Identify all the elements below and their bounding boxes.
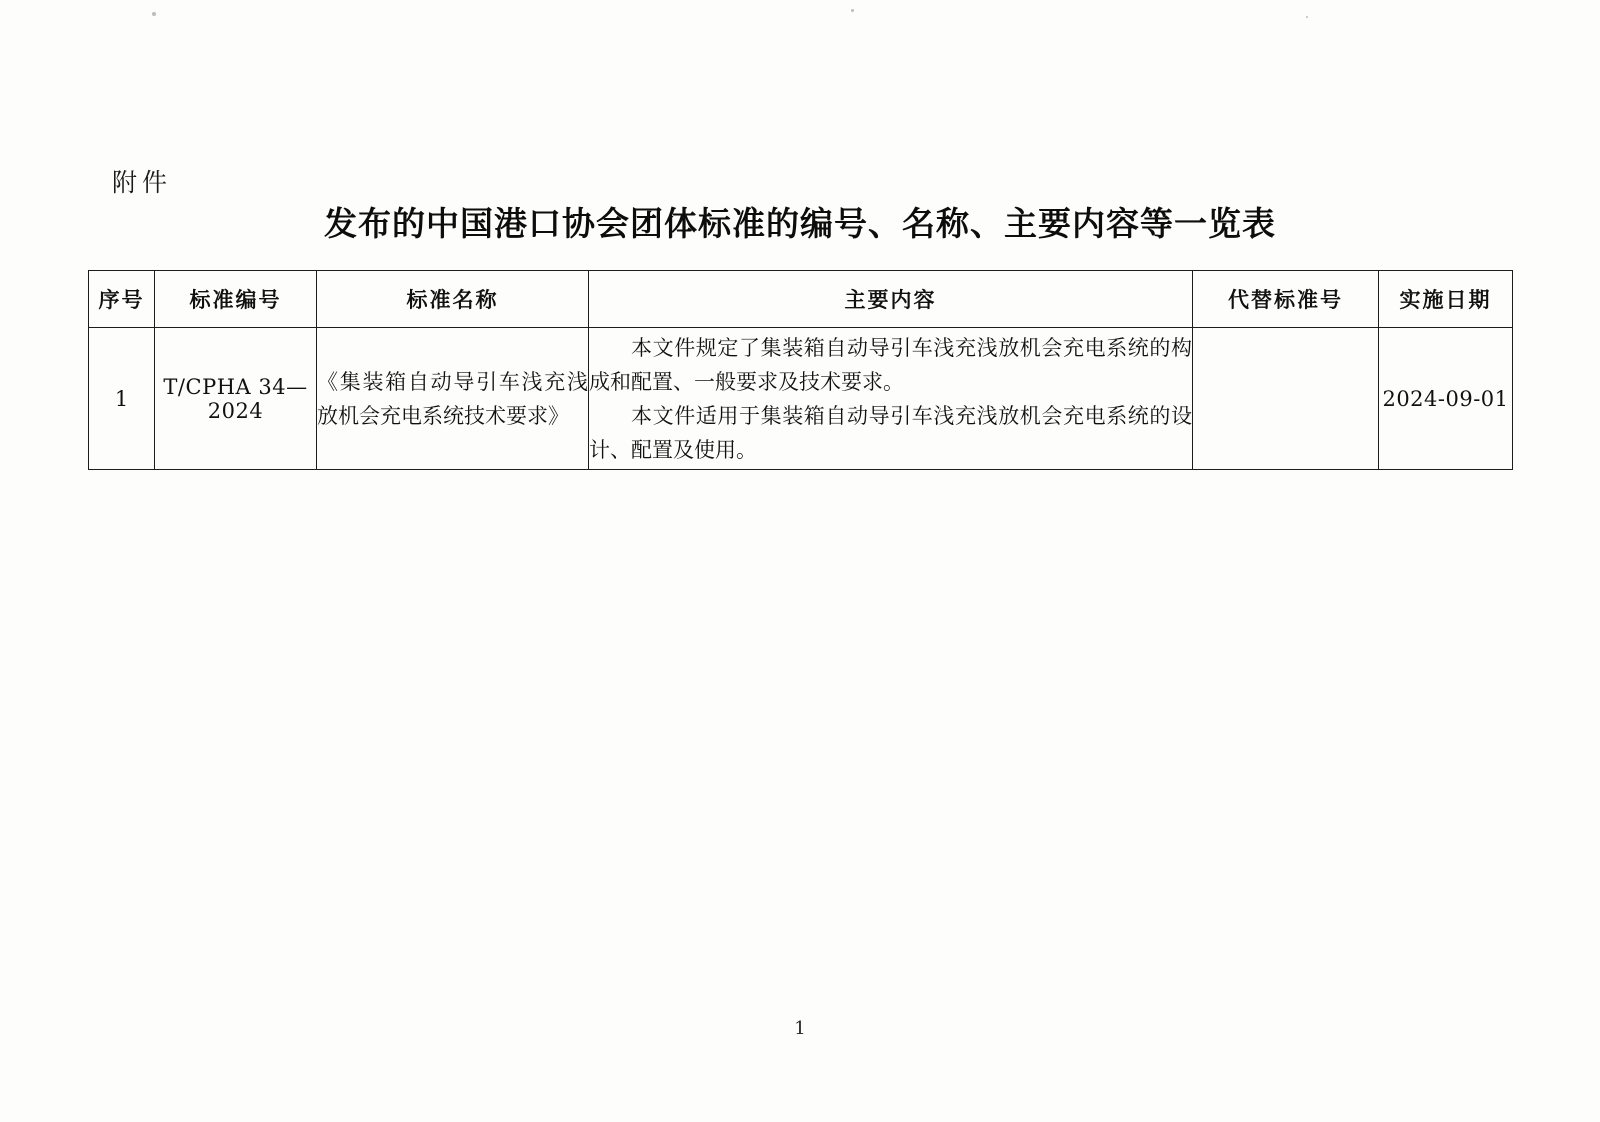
page-title: 发布的中国港口协会团体标准的编号、名称、主要内容等一览表 [324,204,1276,243]
cell-standard-code: T/CPHA 34—2024 [155,328,317,470]
cell-main-content [589,328,1193,470]
column-header-name: 标准名称 [317,271,589,328]
content-paragraph-2: 本文件适用于集装箱自动导引车浅充浅放机会充电系统的设计、配置及使用。 [589,403,1192,462]
standards-table [88,270,1513,470]
cell-standard-name: 《集装箱自动导引车浅充浅放机会充电系统技术要求》 [317,328,589,470]
column-header-date: 实施日期 [1379,271,1513,328]
page-number: 1 [794,1018,806,1039]
content-paragraph-1: 本文件规定了集装箱自动导引车浅充浅放机会充电系统的构成和配置、一般要求及技术要求。 [589,335,1192,394]
table-header-row [89,271,1513,328]
column-header-replace: 代替标准号 [1193,271,1379,328]
table-row [89,328,1513,470]
cell-sequence: 1 [89,328,155,470]
column-header-content: 主要内容 [589,271,1193,328]
column-header-seq: 序号 [89,271,155,328]
cell-effective-date: 2024-09-01 [1379,328,1513,470]
scan-speck [152,12,156,16]
attachment-label: 附件 [112,168,173,197]
column-header-code: 标准编号 [155,271,317,328]
scan-speck [851,9,854,12]
cell-replaced-standard [1193,328,1379,470]
scan-speck [1306,16,1308,18]
